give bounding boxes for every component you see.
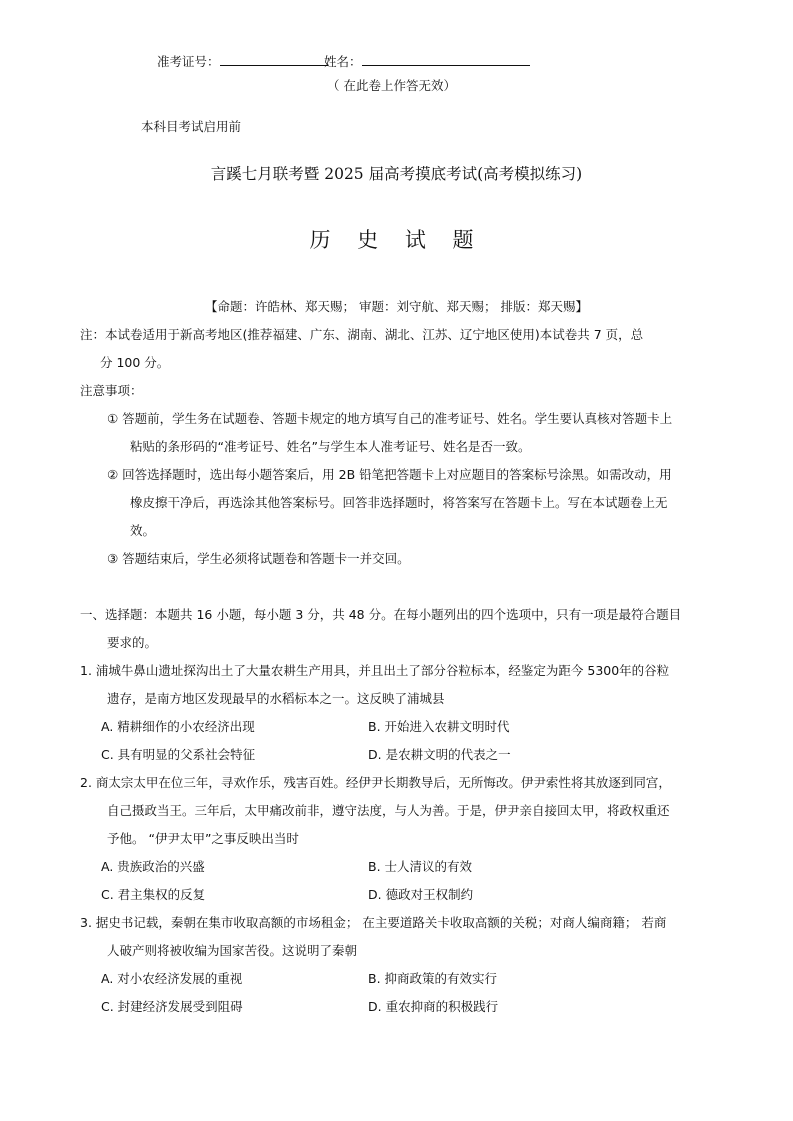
question-2-option-b: B. 士人清议的有效	[368, 859, 473, 874]
exam-id-field	[220, 53, 328, 66]
note-line-1: 注：本试卷适用于新高考地区(推荐福建、广东、湖南、湖北、江苏、辽宁地区使用)本试卷共 7 页，总	[80, 327, 644, 342]
question-2-option-a: A. 贵族政治的兴盛	[101, 859, 205, 874]
instruction-1-line-2: 粘贴的条形码的“准考证号、姓名”与学生本人准考证号、姓名是否一致。	[130, 439, 531, 454]
question-2-line-3: 予他。 “伊尹太甲”之事反映出当时	[107, 831, 299, 846]
instruction-2-line-2: 橡皮擦干净后，再选涂其他答案标号。回答非选择题时，将答案写在答题卡上。写在本试题卷上无	[130, 495, 668, 510]
subject-title: 历 史 试 题	[309, 228, 484, 252]
name-field	[362, 53, 530, 66]
question-2-line-1: 2. 商太宗太甲在位三年，寻欢作乐，残害百姓。经伊尹长期教导后，无所悔改。伊尹索性将其放逐到同宫，	[80, 775, 671, 790]
name-label: 姓名：	[324, 54, 362, 69]
question-3-line-1: 3. 据史书记载，秦朝在集市收取高额的市场租金； 在主要道路关卡收取高额的关税；对商人编商籍； 若商	[80, 915, 667, 930]
question-1-option-b: B. 开始进入农耕文明时代	[368, 719, 510, 734]
question-1-option-d: D. 是农耕文明的代表之一	[368, 747, 511, 762]
question-2-line-2: 自己摄政当王。三年后，太甲痛改前非，遵守法度，与人为善。于是，伊尹亲自接回太甲，将政权重还	[107, 803, 670, 818]
note-line-2: 分 100 分。	[100, 355, 170, 370]
question-3-option-d: D. 重农抑商的积极践行	[368, 999, 499, 1014]
before-use-label: 本科目考试启用前	[141, 119, 242, 134]
question-3-option-c: C. 封建经济发展受到阻碍	[101, 999, 243, 1014]
question-3-option-b: B. 抑商政策的有效实行	[368, 971, 498, 986]
instruction-2-line-1: ② 回答选择题时，选出每小题答案后，用 2B 铅笔把答题卡上对应题目的答案标号涂黑。如需改动，用	[107, 467, 672, 482]
question-3-line-2: 人破产则将被收编为国家苦役。这说明了秦朝	[107, 943, 358, 958]
instruction-3: ③ 答题结束后，学生必须将试题卷和答题卡一并交回。	[107, 551, 410, 566]
instruction-2-line-3: 效。	[130, 523, 156, 538]
exam-id-row	[157, 52, 328, 70]
question-1-option-a: A. 精耕细作的小农经济出现	[101, 719, 255, 734]
instruction-1-line-1: ① 答题前，学生务在试题卷、答题卡规定的地方填写自己的准考证号、姓名。学生要认真核对答题卡上	[107, 411, 673, 426]
question-2-option-d: D. 德政对王权制约	[368, 887, 474, 902]
question-1-line-2: 遗存，是南方地区发现最早的水稻标本之一。这反映了浦城县	[107, 691, 445, 706]
question-1-line-1: 1. 浦城牛鼻山遗址探沟出土了大量农耕生产用具，并且出土了部分谷粒标本，经鉴定为距今 5300年的谷粒	[80, 663, 670, 678]
name-row	[324, 52, 530, 70]
credits-line: 【命题：许皓林、郑天赐； 审题：刘守航、郑天赐； 排版：郑天赐】	[205, 299, 588, 314]
exam-id-label: 准考证号：	[157, 54, 220, 69]
question-1-option-c: C. 具有明显的父系社会特征	[101, 747, 256, 762]
question-3-option-a: A. 对小农经济发展的重视	[101, 971, 243, 986]
question-2-option-c: C. 君主集权的反复	[101, 887, 206, 902]
section-1-line-1: 一、选择题：本题共 16 小题，每小题 3 分，共 48 分。在每小题列出的四个选项中，只有一项是最符合题目	[80, 607, 682, 622]
instructions-heading: 注意事项：	[80, 383, 143, 398]
exam-title: 言蹊七月联考暨 2025 届高考摸底考试(高考模拟练习)	[210, 165, 583, 183]
section-1-line-2: 要求的。	[107, 635, 158, 650]
invalid-note: （ 在此卷上作答无效）	[327, 78, 456, 93]
